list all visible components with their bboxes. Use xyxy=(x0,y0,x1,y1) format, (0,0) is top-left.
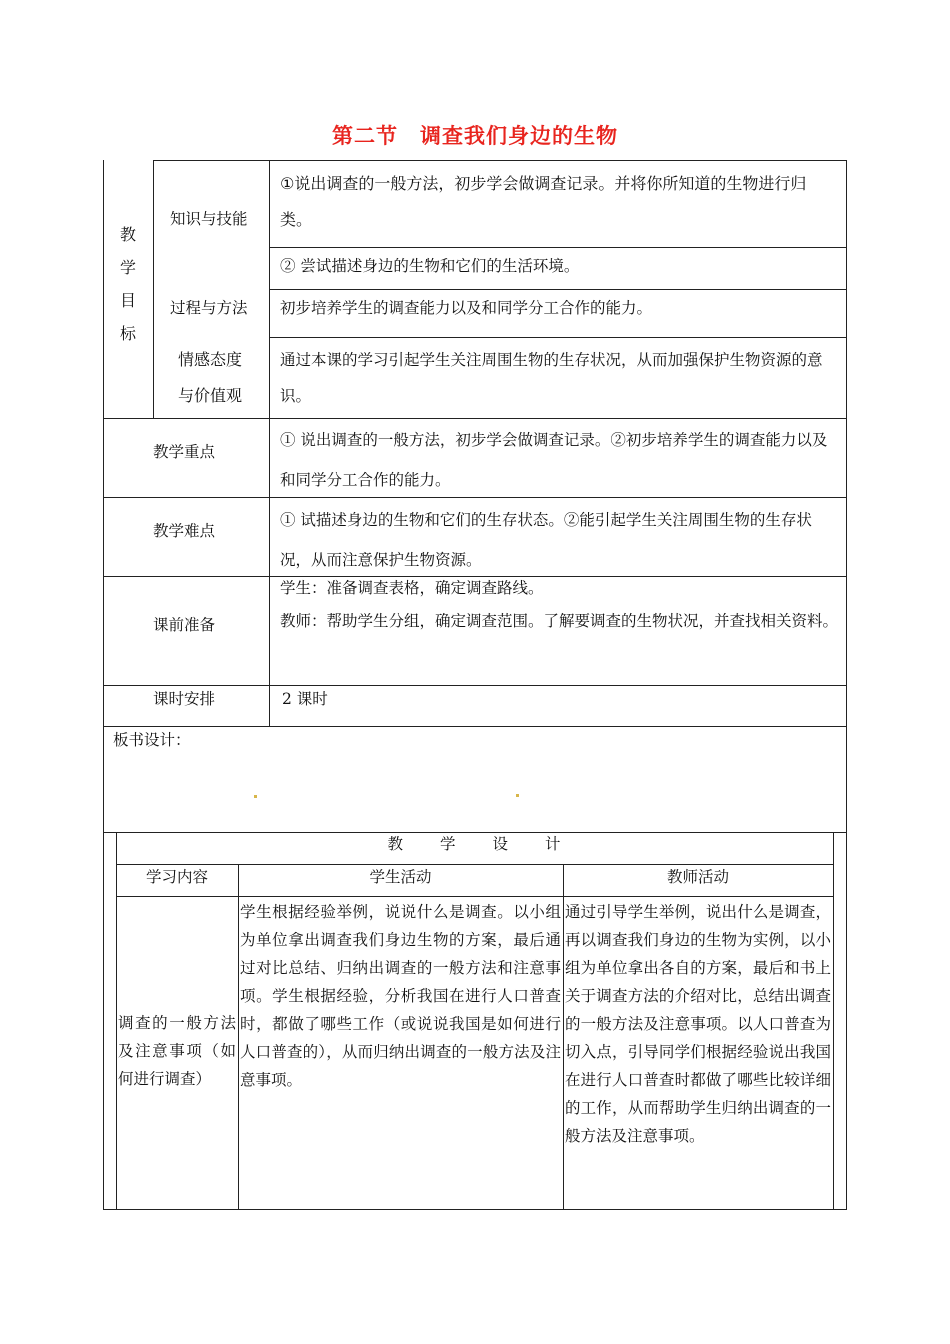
objective-label-knowledge: 知识与技能 xyxy=(170,210,248,228)
key-points-text: ① 说出调查的一般方法，初步学会做调查记录。②初步培养学生的调查能力以及和同学分工合作的能力。 xyxy=(280,431,828,489)
column-header-teacher: 教师活动 xyxy=(666,868,729,886)
objective-label-attitude: 情感态度与价值观 xyxy=(178,350,243,405)
board-design-label: 板书设计： xyxy=(113,731,191,749)
objective-text-knowledge: ①说出调查的一般方法，初步学会做调查记录。并将你所知道的生物进行归类。 xyxy=(280,174,807,229)
schedule-label: 课时安排 xyxy=(153,690,216,708)
difficulties-text: ① 试描述身边的生物和它们的生存状态。②能引起学生关注周围生物的生存状况，从而注意保护生物资源。 xyxy=(280,511,812,569)
objective-text-environment: ② 尝试描述身边的生物和它们的生活环境。 xyxy=(280,257,580,275)
objective-text-attitude: 通过本课的学习引起学生关注周围生物的生存状况，从而加强保护生物资源的意识。 xyxy=(280,351,823,405)
schedule-text: 2 课时 xyxy=(282,690,328,708)
preparation-student: 学生：准备调查表格，确定调查路线。 xyxy=(280,579,544,597)
difficulties-label: 教学难点 xyxy=(153,522,216,540)
title-section: 第二节 xyxy=(332,124,398,148)
page-title xyxy=(0,120,950,150)
objectives-group-label: 教学目标 xyxy=(119,225,136,343)
key-points-label: 教学重点 xyxy=(153,443,216,461)
preparation-label: 课前准备 xyxy=(153,616,216,634)
design-cell-student: 学生根据经验举例，说说什么是调查。以小组为单位拿出调查我们身边生物的方案，最后通过对比总结、归纳出调查的一般方法和注意事项。学生根据经验，分析我国在进行人口普查时，都做了哪些工作（或说说我国是如何进行人口普查的），从而归纳出调查的一般方法及注意事项。 xyxy=(240,903,561,1089)
design-cell-content: 调查的一般方法及注意事项（如何进行调查） xyxy=(118,1014,236,1088)
design-header: 教 学 设 计 xyxy=(387,835,563,853)
column-header-content: 学习内容 xyxy=(145,868,208,886)
preparation-teacher: 教师：帮助学生分组，确定调查范围。了解要调查的生物状况，并查找相关资料。 xyxy=(280,612,839,630)
objective-text-process: 初步培养学生的调查能力以及和同学分工合作的能力。 xyxy=(280,299,653,317)
title-topic: 调查我们身边的生物 xyxy=(420,124,618,148)
design-cell-teacher: 通过引导学生举例，说出什么是调查，再以调查我们身边的生物为实例，以小组为单位拿出各自的方案，最后和书上关于调查方法的介绍对比，总结出调查的一般方法及注意事项。以人口普查为切入点，引导同学们根据经验说出我国在进行人口普查时都做了哪些比较详细的工作，从而帮助学生归纳出调查的一般方法及注意事项。 xyxy=(565,903,831,1145)
column-header-student: 学生活动 xyxy=(369,868,432,886)
objective-label-process: 过程与方法 xyxy=(170,299,248,317)
